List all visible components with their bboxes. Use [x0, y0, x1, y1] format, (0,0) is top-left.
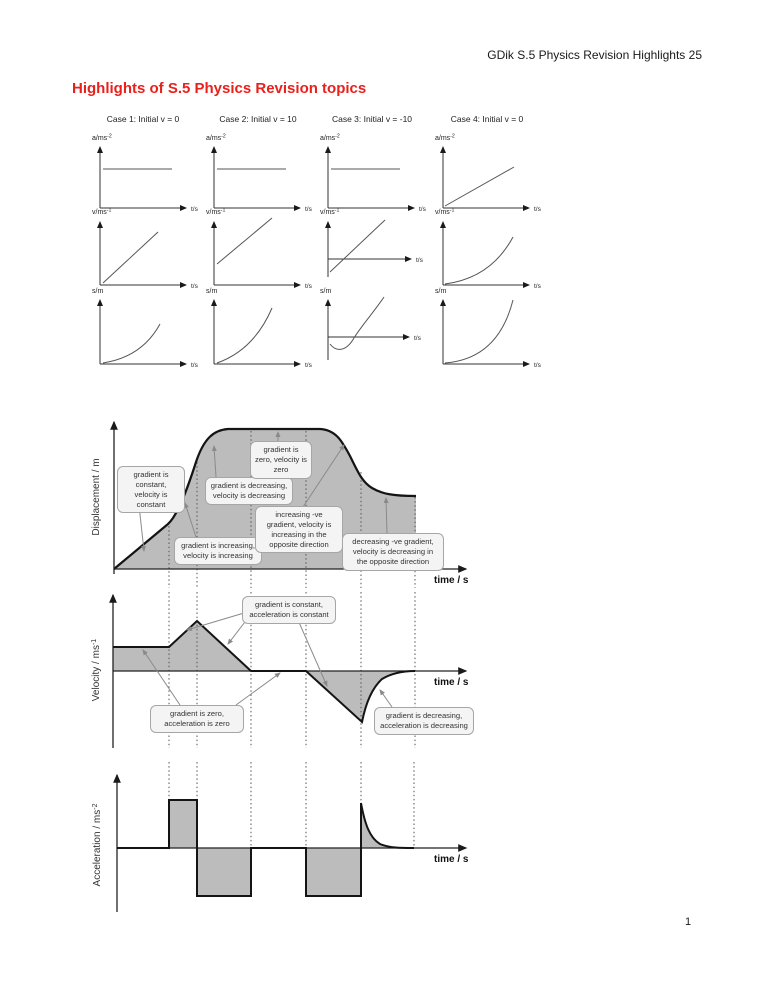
case2-v-curve — [217, 218, 272, 264]
a-unit-label: $a/ms^{-2}$ — [320, 133, 340, 142]
a-unit-label: $a/ms^{-2}$ — [206, 133, 226, 142]
mini-v-graphs — [92, 208, 542, 291]
callout-decreasing-negative-gradient: decreasing -ve gradient, velocity is decreasing in the opposite direction — [342, 533, 444, 571]
acceleration-x-axis-label: time / s — [434, 854, 469, 865]
t-axis-label: t/s — [305, 283, 312, 290]
mini-a-graphs — [92, 134, 542, 214]
case1-v-curve — [103, 232, 158, 283]
page-header: GDik S.5 Physics Revision Highlights 25 — [487, 48, 702, 62]
a-unit-label: $a/ms^{-2}$ — [92, 133, 112, 142]
velocity-y-axis-label: Velocity / $ms^{-1}$ — [91, 638, 102, 702]
v-unit-label: $v/ms^{-1}$ — [435, 207, 455, 216]
mini-case-titles — [107, 114, 524, 124]
callout-gradient-increasing: gradient is increasing, velocity is increasing — [174, 537, 262, 565]
t-axis-label: t/s — [534, 206, 541, 213]
callout-accel-decreasing: gradient is decreasing, acceleration is decreasing — [374, 707, 474, 735]
case4-a-curve — [445, 167, 514, 206]
acceleration-y-axis-label: Acceleration / $ms^{-2}$ — [92, 803, 103, 887]
s-unit-label: s/m — [320, 288, 332, 295]
case1-s-curve — [103, 324, 160, 363]
v-unit-label: $v/ms^{-1}$ — [92, 207, 112, 216]
v-unit-label: $v/ms^{-1}$ — [206, 207, 226, 216]
t-axis-label: t/s — [191, 283, 198, 290]
s-unit-label: s/m — [435, 288, 447, 295]
displacement-y-axis-label: Displacement / m — [91, 458, 102, 536]
a-unit-label: $a/ms^{-2}$ — [435, 133, 455, 142]
t-axis-label: t/s — [416, 257, 423, 264]
t-axis-label: t/s — [191, 362, 198, 369]
t-axis-label: t/s — [414, 335, 421, 342]
callout-accel-zero: gradient is zero, acceleration is zero — [150, 705, 244, 733]
case4-s-curve — [445, 300, 513, 363]
case3-v-curve — [330, 220, 385, 272]
case3-s-curve — [330, 297, 384, 349]
callout-gradient-zero: gradient is zero, velocity is zero — [250, 441, 312, 479]
velocity-x-axis-label: time / s — [434, 677, 469, 688]
page-title: Highlights of S.5 Physics Revision topics — [72, 80, 367, 97]
callout-gradient-constant: gradient is constant, velocity is constant — [117, 466, 185, 513]
case4-v-curve — [445, 237, 513, 284]
t-axis-label: t/s — [534, 362, 541, 369]
case3-title: Case 3: Initial v = -10 — [331, 114, 413, 124]
acceleration-graph — [92, 762, 469, 912]
page-number: 1 — [685, 916, 692, 928]
t-axis-label: t/s — [534, 283, 541, 290]
callout-accel-constant: gradient is constant, acceleration is constant — [242, 596, 336, 624]
s-unit-label: s/m — [206, 288, 218, 295]
t-axis-label: t/s — [419, 206, 426, 213]
case1-title: Case 1: Initial v = 0 — [106, 114, 180, 124]
t-axis-label: t/s — [191, 206, 198, 213]
case2-s-curve — [217, 308, 272, 363]
case2-title: Case 2: Initial v = 10 — [219, 114, 297, 124]
callout-gradient-decreasing: gradient is decreasing, velocity is decreasing — [205, 477, 293, 505]
mini-s-graphs — [92, 288, 542, 369]
t-axis-label: t/s — [305, 206, 312, 213]
callout-increasing-negative-gradient: increasing -ve gradient, velocity is increasing in the opposite direction — [255, 506, 343, 553]
displacement-x-axis-label: time / s — [434, 575, 469, 586]
t-axis-label: t/s — [305, 362, 312, 369]
s-unit-label: s/m — [92, 288, 104, 295]
case4-title: Case 4: Initial v = 0 — [450, 114, 524, 124]
v-unit-label: $v/ms^{-1}$ — [320, 207, 340, 216]
